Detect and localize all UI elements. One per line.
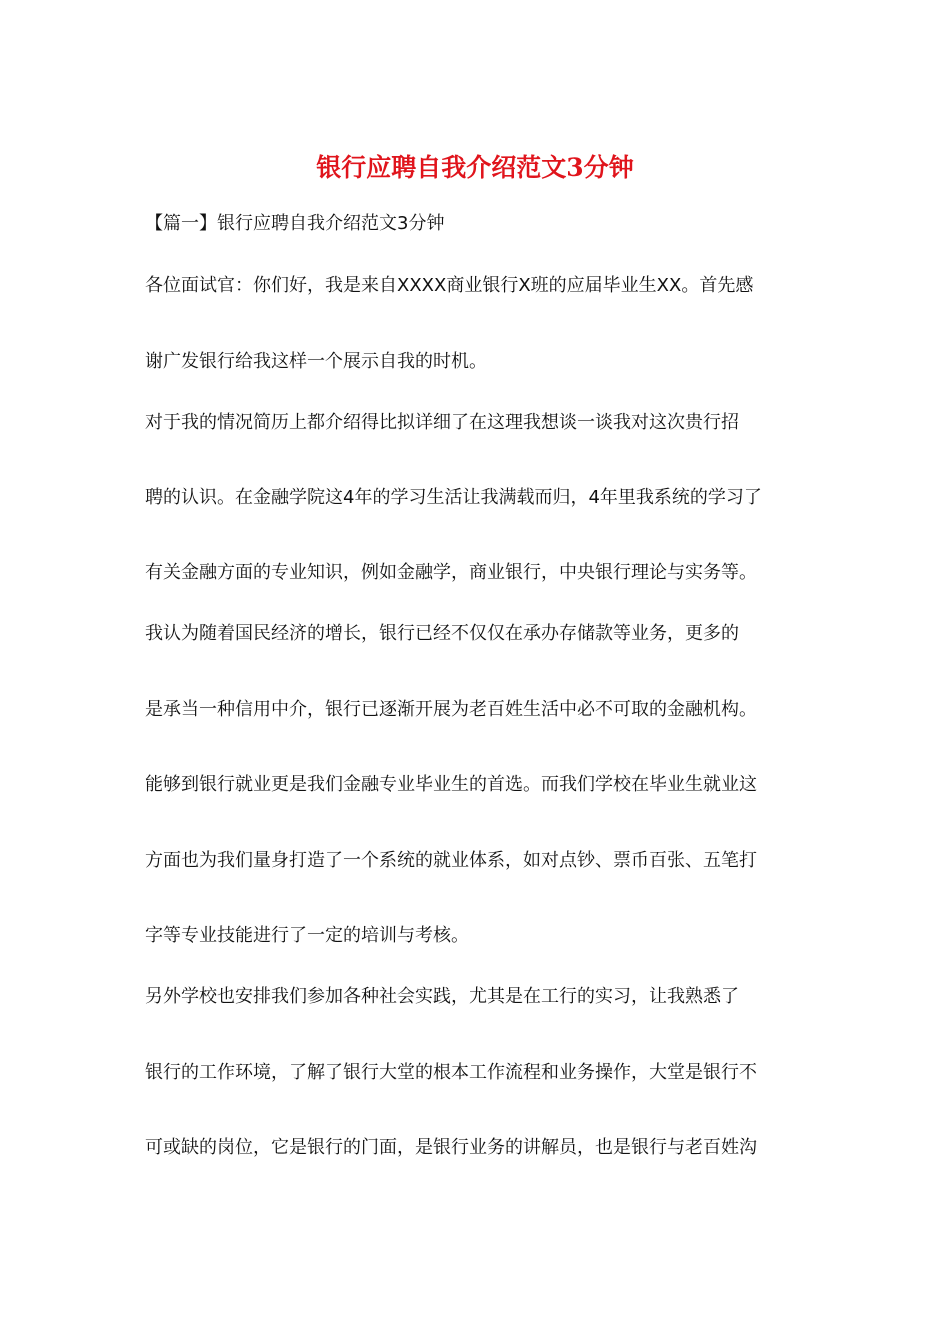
body-line: 聘的认识。在金融学院这4年的学习生活让我满载而归，4年里我系统的学习了	[145, 487, 762, 508]
body-line: 字等专业技能进行了一定的培训与考核。	[145, 925, 469, 946]
body-line: 方面也为我们量身打造了一个系统的就业体系，如对点钞、票币百张、五笔打	[145, 850, 757, 871]
body-line: 有关金融方面的专业知识，例如金融学，商业银行，中央银行理论与实务等。	[145, 562, 757, 583]
body-line: 是承当一种信用中介，银行已逐渐开展为老百姓生活中必不可取的金融机构。	[145, 699, 757, 720]
document-title: 银行应聘自我介绍范文3分钟	[316, 153, 634, 182]
body-line: 谢广发银行给我这样一个展示自我的时机。	[145, 351, 487, 372]
section-heading: 【篇一】银行应聘自我介绍范文3分钟	[145, 213, 445, 234]
body-line: 各位面试官：你们好，我是来自XXXX商业银行X班的应届毕业生XX。首先感	[145, 275, 754, 296]
body-line: 另外学校也安排我们参加各种社会实践，尤其是在工行的实习，让我熟悉了	[145, 986, 739, 1007]
body-line: 银行的工作环境，了解了银行大堂的根本工作流程和业务操作，大堂是银行不	[145, 1062, 757, 1083]
body-line: 能够到银行就业更是我们金融专业毕业生的首选。而我们学校在毕业生就业这	[145, 774, 757, 795]
body-line: 我认为随着国民经济的增长，银行已经不仅仅在承办存储款等业务，更多的	[145, 623, 739, 644]
body-line: 对于我的情况简历上都介绍得比拟详细了在这理我想谈一谈我对这次贵行招	[145, 412, 739, 433]
body-line: 可或缺的岗位，它是银行的门面，是银行业务的讲解员，也是银行与老百姓沟	[145, 1137, 757, 1158]
